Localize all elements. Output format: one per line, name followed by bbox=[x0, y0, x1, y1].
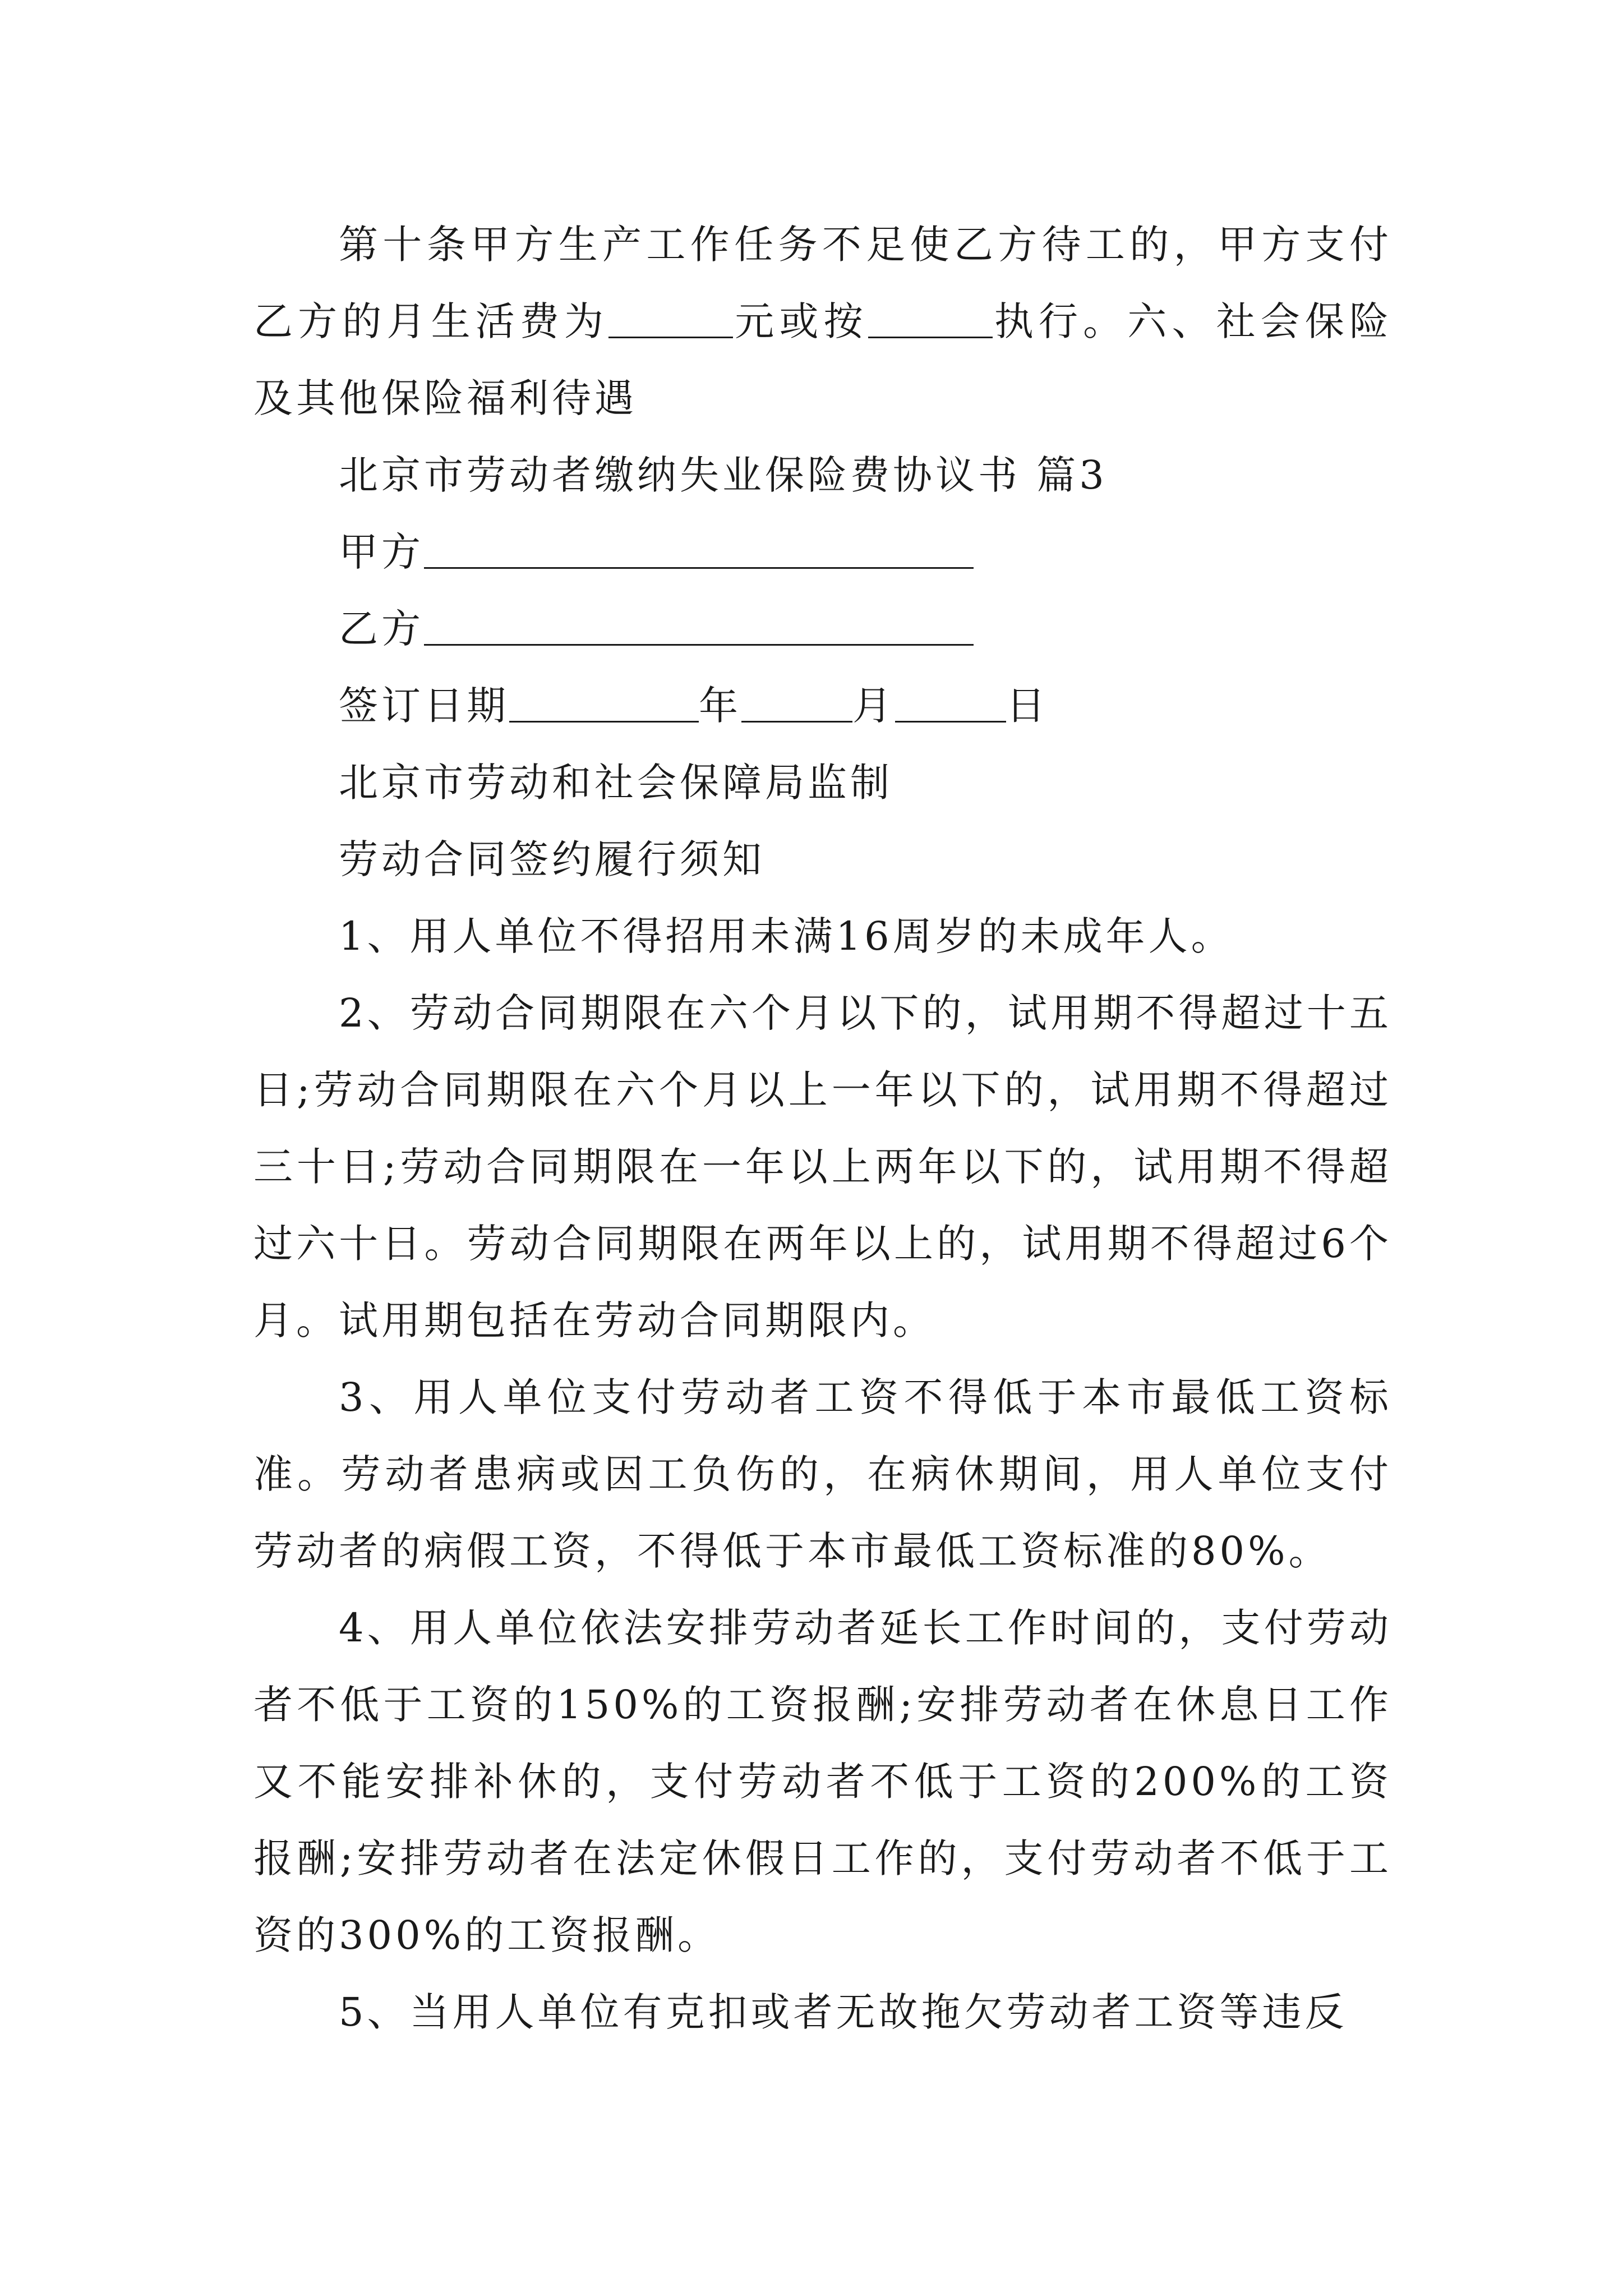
year-blank bbox=[509, 687, 699, 723]
supervisor-text: 北京市劳动和社会保障局监制 bbox=[339, 760, 893, 806]
notice-item-4: 4、用人单位依法安排劳动者延长工作时间的，支付劳动者不低于工资的150%的工资报酬;安排劳动者在休息日工作又不能安排补休的，支付劳动者不低于工资的200%的工资报酬;安排劳动者在法定休假日工作的，支付劳动者不低于工资的300%的工资报酬。 bbox=[253, 1605, 1392, 1958]
article-10-text-c: 执行。六、社会保险及其他保险福利待遇 bbox=[253, 298, 1393, 421]
party-b-label: 乙方 bbox=[339, 606, 424, 652]
party-a-blank bbox=[424, 533, 974, 569]
article-10-text-b: 元或按 bbox=[733, 298, 868, 344]
notice-item-1: 1、用人单位不得招用未满16周岁的未成年人。 bbox=[339, 913, 1234, 959]
party-a-label: 甲方 bbox=[339, 529, 424, 575]
living-allowance-blank bbox=[608, 303, 733, 338]
month-blank bbox=[741, 687, 852, 723]
month-label: 月 bbox=[852, 683, 895, 729]
supervisor-line bbox=[253, 744, 1392, 821]
day-label: 日 bbox=[1006, 683, 1049, 729]
notice-title-text: 劳动合同签约履行须知 bbox=[339, 836, 765, 882]
notice-title bbox=[253, 821, 1392, 898]
agreement-title-text: 北京市劳动者缴纳失业保险费协议书 篇3 bbox=[339, 452, 1108, 498]
standard-blank bbox=[868, 303, 993, 338]
party-b-line bbox=[253, 591, 1392, 668]
day-blank bbox=[895, 687, 1006, 723]
party-a-line bbox=[253, 514, 1392, 591]
party-b-blank bbox=[424, 610, 974, 646]
agreement-title bbox=[253, 437, 1392, 514]
sign-date-line bbox=[253, 668, 1392, 744]
notice-item-2: 2、劳动合同期限在六个月以下的，试用期不得超过十五日;劳动合同期限在六个月以上一年以下的，试用期不得超过三十日;劳动合同期限在一年以上两年以下的，试用期不得超过六十日。劳动合同期限在两年以上的，试用期不得超过6个月。试用期包括在劳动合同期限内。 bbox=[253, 990, 1392, 1343]
notice-item-3: 3、用人单位支付劳动者工资不得低于本市最低工资标准。劳动者患病或因工负伤的，在病休期间，用人单位支付劳动者的病假工资，不得低于本市最低工资标准的80%。 bbox=[253, 1374, 1392, 1574]
sign-date-label: 签订日期 bbox=[339, 683, 509, 729]
document-body bbox=[253, 206, 1392, 2051]
article-10-paragraph bbox=[253, 206, 1392, 437]
article-10-text-a: 第十条甲方生产工作任务不足使乙方待工的，甲方支付乙方的月生活费为 bbox=[253, 222, 1392, 344]
notice-item-5: 5、当用人单位有克扣或者无故拖欠劳动者工资等违反 bbox=[339, 1989, 1348, 2035]
year-label: 年 bbox=[699, 683, 741, 729]
